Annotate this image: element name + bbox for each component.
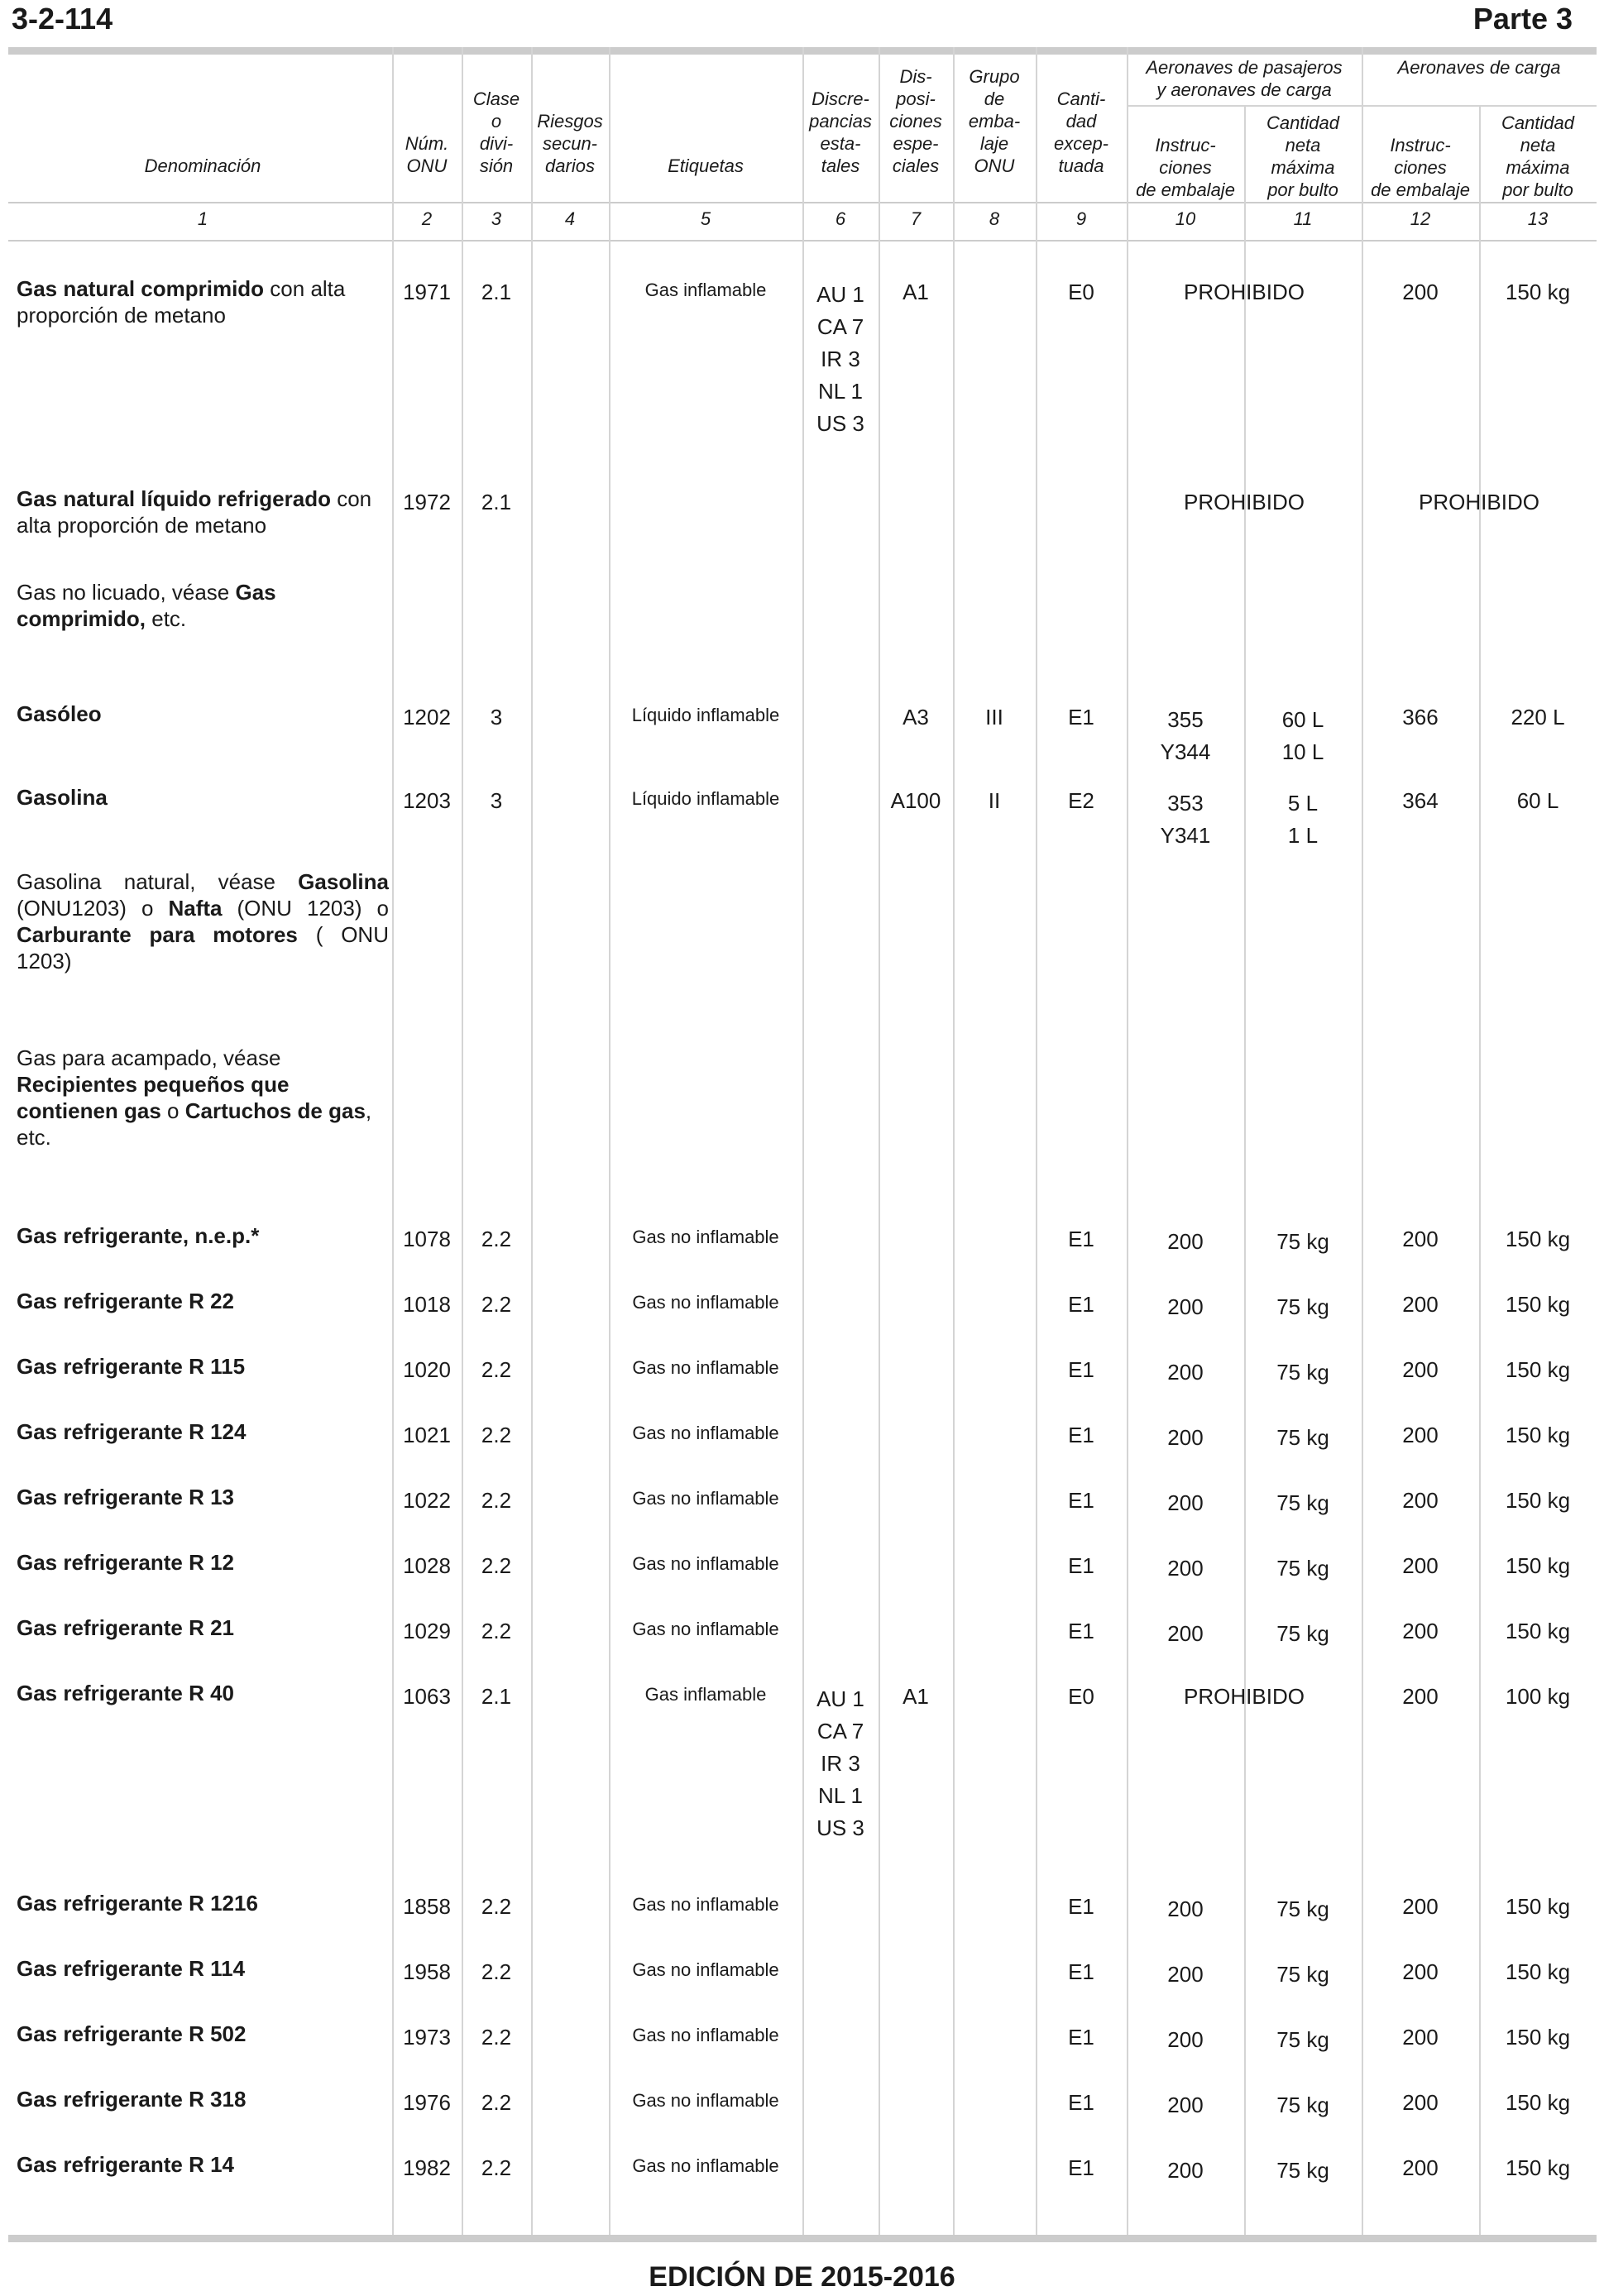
row-num-onu: 1958	[403, 1959, 451, 1984]
row-num-onu: 1020	[403, 1357, 451, 1382]
row-clase: 3	[490, 788, 503, 813]
part-label: Parte 3	[1472, 2, 1573, 36]
row-num-onu: 1972	[403, 490, 451, 514]
row-cantidad-exceptuada: E1	[1068, 1423, 1094, 1447]
row-num-onu: 1078	[403, 1227, 451, 1251]
row-cantidad-exceptuada: E1	[1068, 1959, 1094, 1984]
column-divider	[1036, 47, 1037, 2235]
row-denominacion: Gasóleo	[17, 701, 102, 726]
row-denominacion: Gas refrigerante R 22	[17, 1289, 235, 1313]
row-denominacion: Gas refrigerante R 21	[17, 1615, 235, 1640]
row-num-onu: 1202	[403, 705, 451, 729]
column-number: 1	[197, 208, 208, 229]
row-pax-prohibido: PROHIBIDO	[1184, 280, 1305, 304]
row-cargo-cantidad: 150 kg	[1505, 1357, 1571, 1382]
column-divider	[879, 47, 880, 2235]
header-cargo-instrucciones: Instruc- ciones de embalaje	[1371, 135, 1470, 200]
column-divider	[1362, 47, 1363, 2235]
row-pax-instrucciones: 200	[1167, 1621, 1204, 1646]
row-pax-instrucciones: 200	[1167, 2027, 1204, 2052]
row-denominacion: Gas refrigerante R 502	[17, 2021, 247, 2046]
row-clase: 2.2	[481, 2025, 512, 2050]
column-divider	[531, 47, 533, 2235]
row-denominacion: Gas refrigerante R 12	[17, 1550, 235, 1575]
row-num-onu: 1858	[403, 1894, 451, 1919]
row-cargo-instrucciones: 364	[1402, 788, 1439, 813]
column-divider	[1127, 47, 1128, 2235]
row-pax-cantidad: 75 kg	[1276, 1556, 1329, 1581]
row-cantidad-exceptuada: E1	[1068, 1292, 1094, 1317]
column-number: 7	[910, 208, 922, 229]
row-cantidad-exceptuada: E1	[1068, 1894, 1094, 1919]
row-cargo-instrucciones: 200	[1402, 1959, 1439, 1984]
row-cargo-cantidad: 150 kg	[1505, 1959, 1571, 1984]
row-cargo-cantidad: 150 kg	[1505, 1894, 1571, 1919]
row-cargo-cantidad: 150 kg	[1505, 2155, 1571, 2180]
row-disposiciones: A3	[903, 705, 929, 729]
row-pax-cantidad: 75 kg	[1276, 2027, 1329, 2052]
row-cargo-instrucciones: 200	[1402, 1423, 1439, 1447]
header-riesgos: Riesgos secun- darios	[537, 111, 603, 176]
row-cargo-instrucciones: 200	[1402, 1227, 1439, 1251]
row-cargo-instrucciones: 200	[1402, 1488, 1439, 1513]
row-denominacion: Gas refrigerante R 115	[17, 1354, 246, 1379]
row-pax-instrucciones: 200	[1167, 1425, 1204, 1450]
column-number: 11	[1293, 208, 1313, 229]
row-num-onu: 1063	[403, 1684, 451, 1709]
row-pax-cantidad: 75 kg	[1276, 1490, 1329, 1515]
row-pax-cantidad: 75 kg	[1276, 1229, 1329, 1254]
row-pax-cantidad: 75 kg	[1276, 1621, 1329, 1646]
row-cargo-cantidad: 60 L	[1516, 788, 1559, 813]
header-cargo-cantidad: Cantidad neta máxima por bulto	[1501, 112, 1575, 200]
row-cargo-instrucciones: 200	[1402, 1619, 1439, 1643]
row-clase: 2.2	[481, 1619, 512, 1643]
row-clase: 2.2	[481, 2155, 512, 2180]
header-cantidad-exceptuada: Canti- dad excep- tuada	[1053, 88, 1109, 176]
row-denominacion: Gas no licuado, véase Gas comprimido, etc.	[17, 580, 276, 631]
row-cantidad-exceptuada: E0	[1068, 1684, 1094, 1709]
row-grupo: II	[988, 788, 1001, 813]
row-cargo-cantidad: 150 kg	[1505, 2025, 1571, 2050]
row-etiqueta: Gas no inflamable	[632, 1357, 779, 1378]
column-divider	[609, 47, 610, 2235]
row-denominacion: Gasolina natural, véase Gasolina (ONU1203) o Nafta (ONU 1203) o Carburante para motores ( ONU 1203)	[17, 869, 389, 973]
row-etiqueta: Gas inflamable	[644, 1684, 767, 1705]
row-clase: 3	[490, 705, 503, 729]
row-cargo-instrucciones: 200	[1402, 280, 1439, 304]
row-pax-cantidad: 75 kg	[1276, 1360, 1329, 1385]
row-etiqueta: Gas no inflamable	[632, 1292, 779, 1313]
row-etiqueta: Gas no inflamable	[632, 1894, 779, 1915]
edition-footer: EDICIÓN DE 2015-2016	[649, 2261, 955, 2293]
column-divider	[802, 47, 804, 2235]
row-pax-cantidad: 60 L 10 L	[1281, 707, 1324, 764]
row-cantidad-exceptuada: E0	[1068, 280, 1094, 304]
column-number: 12	[1410, 208, 1431, 229]
row-cargo-cantidad: 150 kg	[1505, 1423, 1571, 1447]
row-denominacion: Gas refrigerante R 14	[17, 2152, 235, 2177]
row-etiqueta: Gas no inflamable	[632, 1423, 779, 1443]
column-divider	[1479, 105, 1481, 2235]
row-pax-instrucciones: 200	[1167, 2158, 1204, 2183]
row-etiqueta: Gas inflamable	[644, 280, 767, 300]
row-pax-instrucciones: 200	[1167, 1556, 1204, 1581]
header-pax-instrucciones: Instruc- ciones de embalaje	[1136, 135, 1235, 200]
row-cargo-instrucciones: 200	[1402, 1553, 1439, 1578]
row-cantidad-exceptuada: E1	[1068, 2090, 1094, 2115]
row-cargo-instrucciones: 200	[1402, 1357, 1439, 1382]
row-pax-instrucciones: 200	[1167, 1360, 1204, 1385]
row-pax-instrucciones: 200	[1167, 1897, 1204, 1921]
column-number: 9	[1075, 208, 1087, 229]
row-pax-instrucciones: 355 Y344	[1160, 707, 1211, 764]
row-disposiciones: A1	[903, 280, 929, 304]
row-cargo-cantidad: 150 kg	[1505, 1227, 1571, 1251]
header-grupo: Grupo de emba- laje ONU	[968, 66, 1021, 176]
row-denominacion: Gas refrigerante R 114	[17, 1956, 246, 1981]
row-clase: 2.2	[481, 1227, 512, 1251]
row-clase: 2.2	[481, 1292, 512, 1317]
row-denominacion: Gas para acampado, véase Recipientes pequeños que contienen gas o Cartuchos de gas, etc.	[17, 1045, 372, 1150]
row-pax-instrucciones: 353 Y341	[1160, 791, 1211, 848]
row-cargo-instrucciones: 200	[1402, 2025, 1439, 2050]
row-discrepancias: AU 1 CA 7 IR 3 NL 1 US 3	[816, 1686, 864, 1840]
row-cargo-instrucciones: 200	[1402, 2155, 1439, 2180]
row-cargo-instrucciones: 200	[1402, 1292, 1439, 1317]
row-clase: 2.2	[481, 1357, 512, 1382]
row-cargo-cantidad: 150 kg	[1505, 1292, 1571, 1317]
row-pax-cantidad: 75 kg	[1276, 1425, 1329, 1450]
row-num-onu: 1022	[403, 1488, 451, 1513]
column-divider	[1244, 105, 1246, 2235]
row-pax-prohibido: PROHIBIDO	[1184, 490, 1305, 514]
row-cantidad-exceptuada: E1	[1068, 1619, 1094, 1643]
column-number: 5	[700, 208, 711, 229]
header-pax-cantidad: Cantidad neta máxima por bulto	[1266, 112, 1340, 200]
row-clase: 2.2	[481, 1959, 512, 1984]
header-clase: Clase o divi- sión	[472, 88, 520, 176]
row-grupo: III	[985, 705, 1003, 729]
header-cargo-group: Aeronaves de carga	[1397, 57, 1561, 78]
row-num-onu: 1973	[403, 2025, 451, 2050]
row-cantidad-exceptuada: E1	[1068, 2025, 1094, 2050]
header-etiquetas: Etiquetas	[668, 155, 744, 176]
row-cargo-cantidad: 150 kg	[1505, 2090, 1571, 2115]
row-cargo-cantidad: 150 kg	[1505, 1488, 1571, 1513]
header-denominacion: Denominación	[144, 155, 261, 176]
column-divider	[953, 47, 955, 2235]
row-num-onu: 1018	[403, 1292, 451, 1317]
row-discrepancias: AU 1 CA 7 IR 3 NL 1 US 3	[816, 282, 864, 436]
row-num-onu: 1971	[403, 280, 451, 304]
row-pax-cantidad: 75 kg	[1276, 1897, 1329, 1921]
row-clase: 2.2	[481, 1894, 512, 1919]
row-denominacion: Gas refrigerante R 318	[17, 2087, 247, 2112]
row-num-onu: 1021	[403, 1423, 451, 1447]
row-cargo-instrucciones: 200	[1402, 1684, 1439, 1709]
row-pax-cantidad: 5 L 1 L	[1287, 791, 1319, 848]
header-disposiciones: Dis- posi- ciones espe- ciales	[889, 66, 942, 176]
row-cargo-instrucciones: 200	[1402, 1894, 1439, 1919]
header-num-onu: Núm. ONU	[405, 133, 449, 176]
row-pax-instrucciones: 200	[1167, 1962, 1204, 1987]
row-disposiciones: A100	[890, 788, 941, 813]
header-discrepancias: Discre- pancias esta- tales	[809, 88, 872, 176]
column-number: 4	[564, 208, 576, 229]
column-number: 2	[421, 208, 433, 229]
row-pax-instrucciones: 200	[1167, 2093, 1204, 2117]
row-num-onu: 1029	[403, 1619, 451, 1643]
row-pax-cantidad: 75 kg	[1276, 2158, 1329, 2183]
row-num-onu: 1028	[403, 1553, 451, 1578]
row-denominacion: Gas natural comprimido con alta proporción de metano	[17, 276, 346, 328]
column-divider	[462, 47, 463, 2235]
row-cantidad-exceptuada: E1	[1068, 1553, 1094, 1578]
row-cargo-prohibido: PROHIBIDO	[1419, 490, 1539, 514]
row-etiqueta: Gas no inflamable	[632, 2090, 779, 2111]
row-cantidad-exceptuada: E1	[1068, 1488, 1094, 1513]
row-cantidad-exceptuada: E1	[1068, 2155, 1094, 2180]
row-etiqueta: Gas no inflamable	[632, 1488, 779, 1509]
row-etiqueta: Gas no inflamable	[632, 1619, 779, 1639]
row-cantidad-exceptuada: E2	[1068, 788, 1094, 813]
column-number: 3	[491, 208, 502, 229]
row-denominacion: Gasolina	[17, 785, 108, 810]
row-clase: 2.2	[481, 2090, 512, 2115]
row-etiqueta: Gas no inflamable	[632, 1553, 779, 1574]
row-etiqueta: Gas no inflamable	[632, 1227, 779, 1247]
row-cantidad-exceptuada: E1	[1068, 1357, 1094, 1382]
page-number: 3-2-114	[12, 2, 113, 36]
column-divider	[392, 47, 394, 2235]
row-denominacion: Gas refrigerante, n.e.p.*	[17, 1223, 260, 1248]
row-etiqueta: Gas no inflamable	[632, 2155, 779, 2176]
row-clase: 2.2	[481, 1488, 512, 1513]
row-pax-cantidad: 75 kg	[1276, 2093, 1329, 2117]
row-cantidad-exceptuada: E1	[1068, 705, 1094, 729]
row-num-onu: 1982	[403, 2155, 451, 2180]
row-denominacion: Gas refrigerante R 1216	[17, 1891, 258, 1916]
row-cargo-instrucciones: 366	[1402, 705, 1439, 729]
row-etiqueta: Gas no inflamable	[632, 2025, 779, 2045]
row-pax-instrucciones: 200	[1167, 1229, 1204, 1254]
column-number: 10	[1175, 208, 1196, 229]
row-clase: 2.2	[481, 1423, 512, 1447]
row-pax-cantidad: 75 kg	[1276, 1294, 1329, 1319]
column-number: 6	[835, 208, 846, 229]
row-clase: 2.1	[481, 280, 512, 304]
row-cargo-cantidad: 100 kg	[1505, 1684, 1571, 1709]
row-cargo-instrucciones: 200	[1402, 2090, 1439, 2115]
row-num-onu: 1976	[403, 2090, 451, 2115]
row-denominacion: Gas refrigerante R 40	[17, 1681, 235, 1705]
row-pax-cantidad: 75 kg	[1276, 1962, 1329, 1987]
row-clase: 2.1	[481, 1684, 512, 1709]
header-pax-group: Aeronaves de pasajeros y aeronaves de carga	[1146, 57, 1343, 100]
row-cargo-cantidad: 150 kg	[1505, 280, 1571, 304]
row-clase: 2.1	[481, 490, 512, 514]
row-etiqueta: Líquido inflamable	[631, 705, 780, 725]
row-etiqueta: Líquido inflamable	[631, 788, 780, 809]
bottom-rule	[8, 2235, 1597, 2242]
column-number: 8	[989, 208, 1000, 229]
row-cargo-cantidad: 220 L	[1511, 705, 1565, 729]
row-disposiciones: A1	[903, 1684, 929, 1709]
row-denominacion: Gas refrigerante R 124	[17, 1419, 247, 1444]
row-cantidad-exceptuada: E1	[1068, 1227, 1094, 1251]
row-denominacion: Gas natural líquido refrigerado con alta proporción de metano	[17, 486, 372, 538]
row-cargo-cantidad: 150 kg	[1505, 1619, 1571, 1643]
row-denominacion: Gas refrigerante R 13	[17, 1485, 235, 1509]
row-etiqueta: Gas no inflamable	[632, 1959, 779, 1980]
column-number: 13	[1527, 208, 1549, 229]
row-clase: 2.2	[481, 1553, 512, 1578]
row-pax-instrucciones: 200	[1167, 1490, 1204, 1515]
row-pax-instrucciones: 200	[1167, 1294, 1204, 1319]
row-pax-prohibido: PROHIBIDO	[1184, 1684, 1305, 1709]
row-num-onu: 1203	[403, 788, 451, 813]
row-cargo-cantidad: 150 kg	[1505, 1553, 1571, 1578]
